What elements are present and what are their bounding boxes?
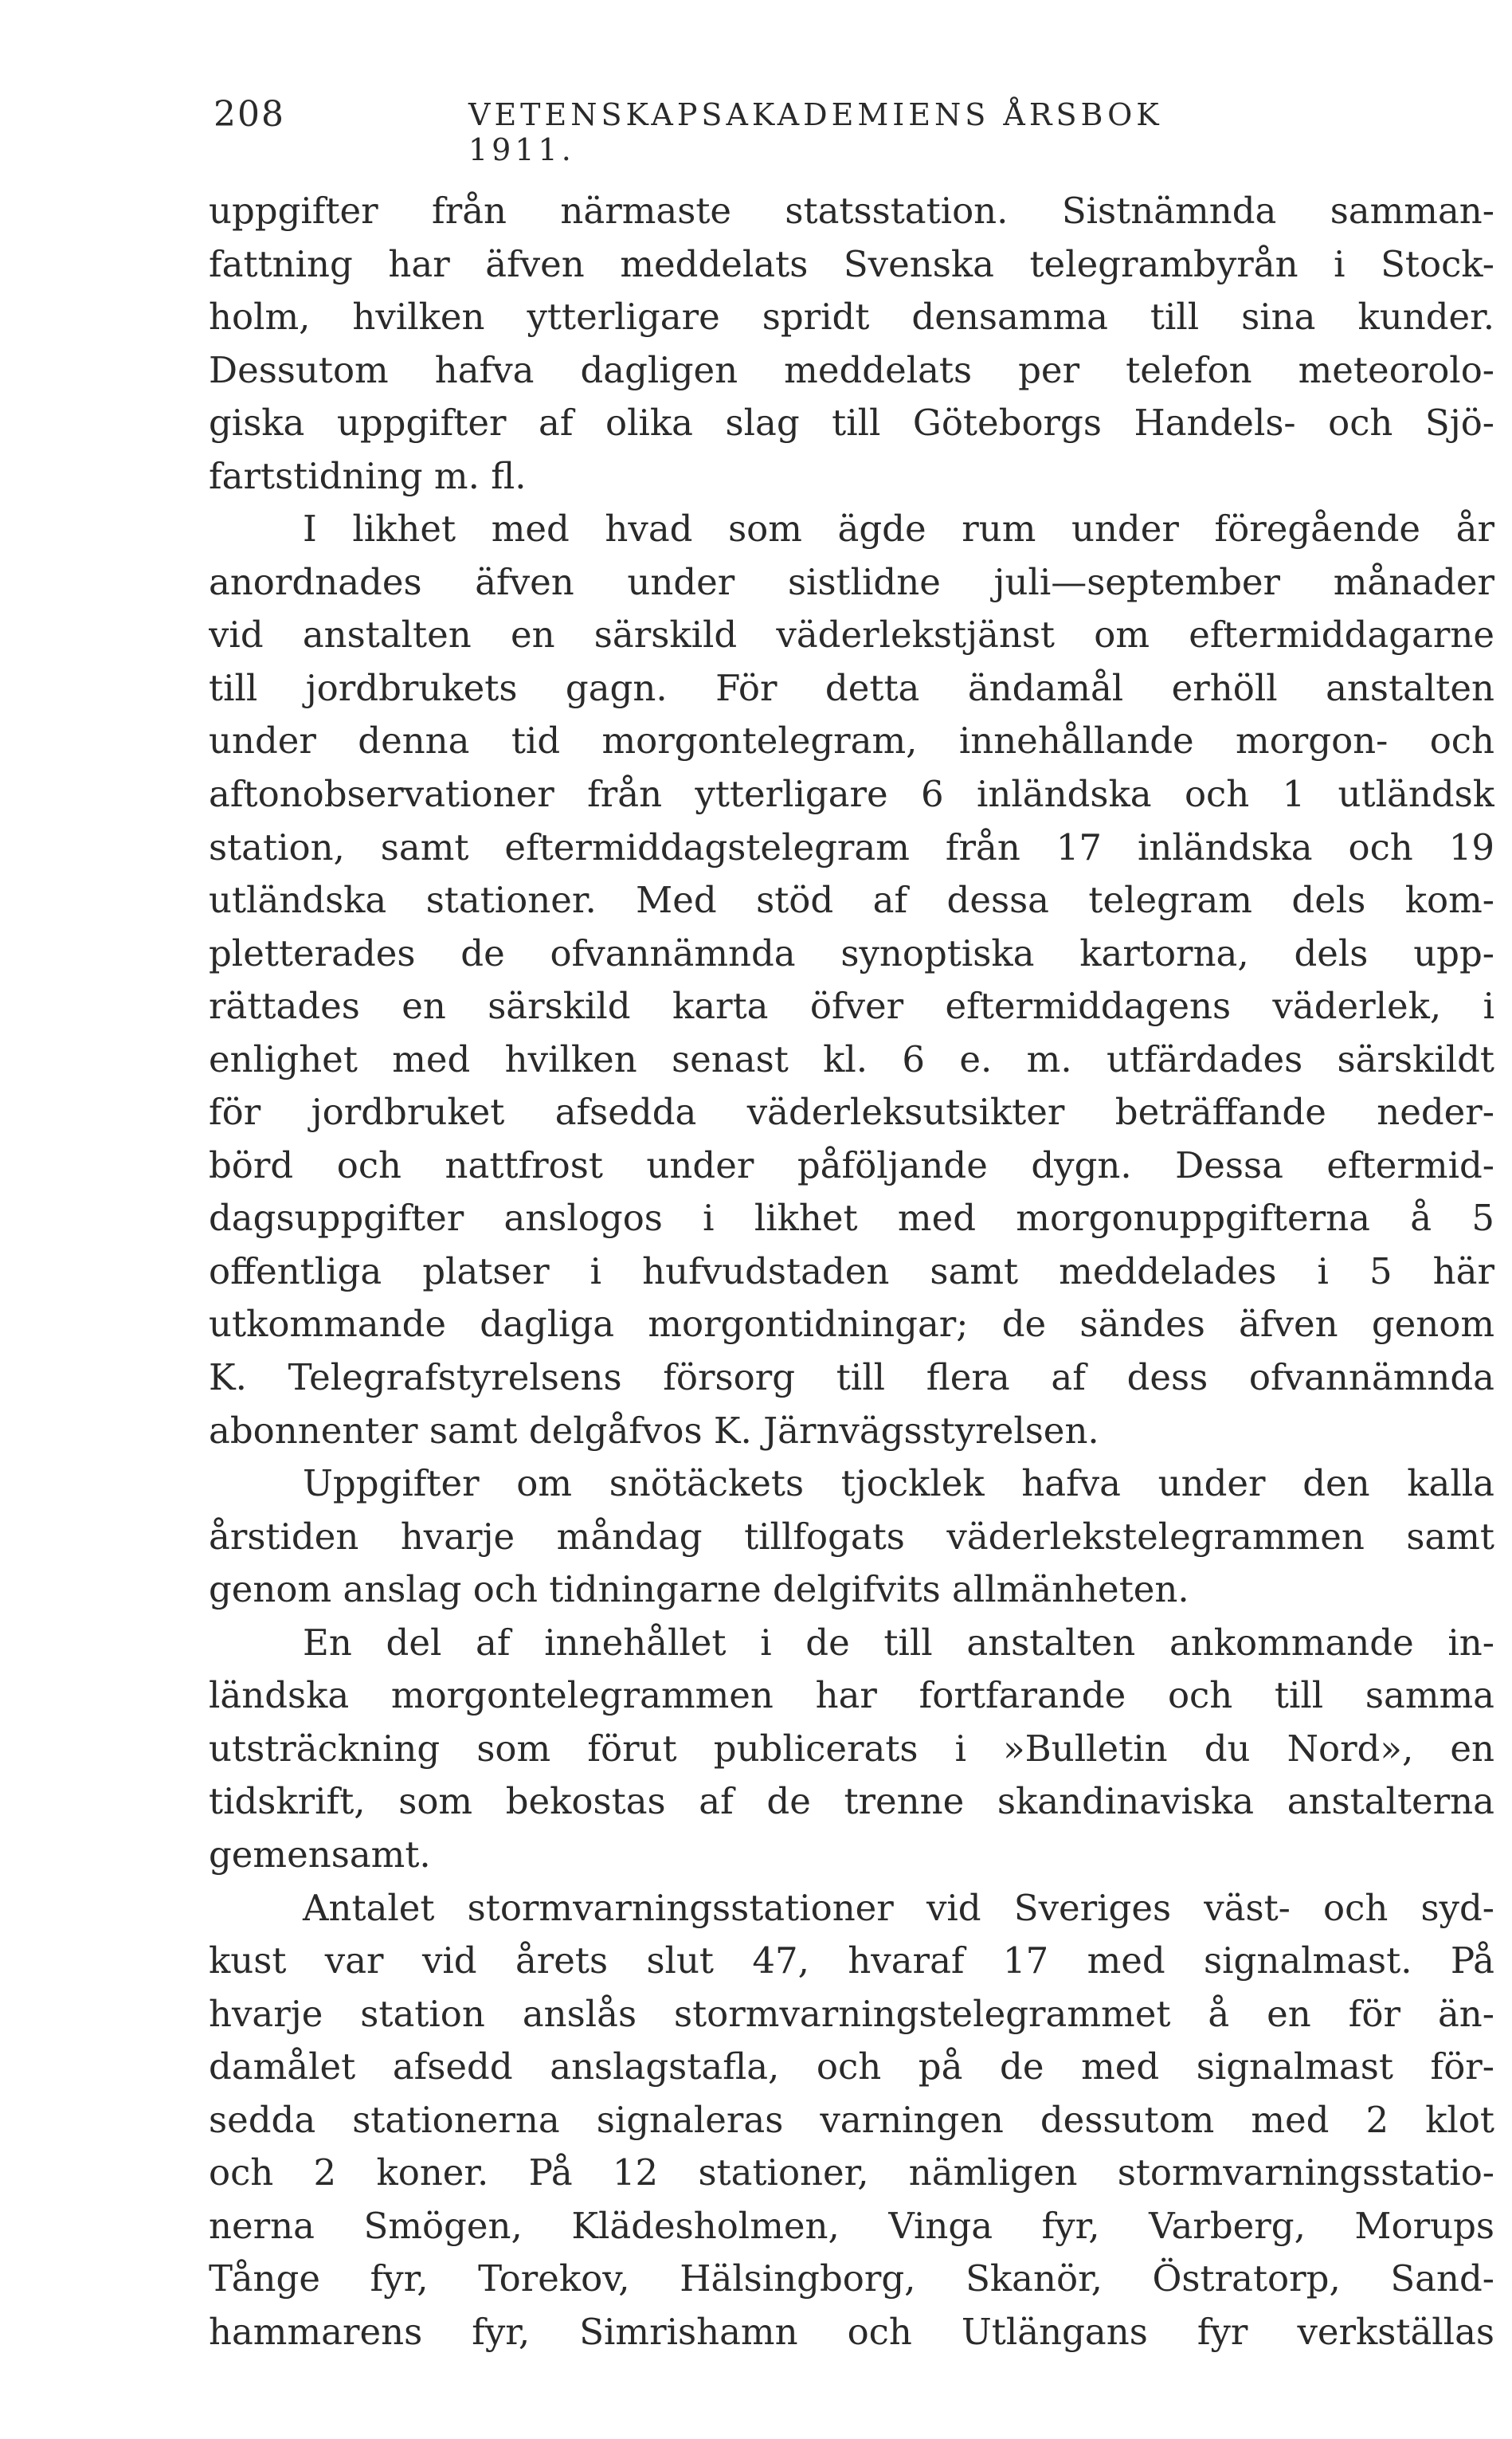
text-line: utländska stationer. Med stöd af dessa telegram dels kom- bbox=[209, 879, 1494, 922]
text-line: Antalet stormvarningsstationer vid Sveriges väst- och syd- bbox=[303, 1886, 1494, 1929]
text-line: till jordbrukets gagn. För detta ändamål erhöll anstalten bbox=[209, 666, 1494, 709]
text-line: årstiden hvarje måndag tillfogats väderlekstelegrammen samt bbox=[209, 1515, 1494, 1558]
text-line: uppgifter från närmaste statsstation. Sistnämnda samman- bbox=[209, 190, 1494, 232]
text-line: pletterades de ofvannämnda synoptiska kartorna, dels upp- bbox=[209, 931, 1494, 974]
text-line: under denna tid morgontelegram, innehållande morgon- och bbox=[209, 720, 1494, 763]
text-line: rättades en särskild karta öfver eftermiddagens väderlek, i bbox=[209, 985, 1494, 1028]
text-line: abonnenter samt delgåfvos K. Järnvägsstyrelsen. bbox=[209, 1409, 1099, 1452]
text-line: ländska morgontelegrammen har fortfarande och till samma bbox=[209, 1674, 1494, 1717]
text-line: damålet afsedd anslagstafla, och på de med signalmast för- bbox=[209, 2045, 1494, 2088]
text-line: Dessutom hafva dagligen meddelats per telefon meteorolo- bbox=[209, 348, 1494, 391]
text-line: offentliga platser i hufvudstaden samt meddelades i 5 här bbox=[209, 1249, 1494, 1292]
running-title: VETENSKAPSAKADEMIENS ÅRSBOK 1911. bbox=[468, 97, 1163, 167]
text-line: I likhet med hvad som ägde rum under föregående år bbox=[303, 508, 1494, 551]
text-line: kust var vid årets slut 47, hvaraf 17 med signalmast. På bbox=[209, 1939, 1494, 1982]
text-line: En del af innehållet i de till anstalten ankommande in- bbox=[303, 1621, 1494, 1664]
page-number: 208 bbox=[213, 94, 285, 135]
page-header bbox=[213, 94, 1257, 167]
text-line: hammarens fyr, Simrishamn och Utlängans fyr verkställas bbox=[209, 2310, 1494, 2353]
text-line: gemensamt. bbox=[209, 1833, 431, 1876]
text-line: utkommande dagliga morgontidningar; de sändes äfven genom bbox=[209, 1303, 1494, 1346]
text-line: fattning har äfven meddelats Svenska telegrambyrån i Stock- bbox=[209, 242, 1494, 285]
text-line: giska uppgifter af olika slag till Göteborgs Handels- och Sjö- bbox=[209, 402, 1494, 445]
text-line: nerna Smögen, Klädesholmen, Vinga fyr, Varberg, Morups bbox=[209, 2204, 1494, 2247]
text-line: för jordbruket afsedda väderleksutsikter beträffande neder- bbox=[209, 1091, 1494, 1134]
text-line: Uppgifter om snötäckets tjocklek hafva under den kalla bbox=[303, 1462, 1494, 1505]
text-line: enlighet med hvilken senast kl. 6 e. m. utfärdades särskildt bbox=[209, 1037, 1494, 1080]
text-line: hvarje station anslås stormvarningstelegrammet å en för än- bbox=[209, 1992, 1494, 2035]
text-line: Tånge fyr, Torekov, Hälsingborg, Skanör, Östratorp, Sand- bbox=[209, 2257, 1494, 2300]
text-line: K. Telegrafstyrelsens försorg till flera af dess ofvannämnda bbox=[209, 1356, 1494, 1399]
text-line: station, samt eftermiddagstelegram från 17 inländska och 19 bbox=[209, 825, 1494, 869]
text-line: dagsuppgifter anslogos i likhet med morgonuppgifterna å 5 bbox=[209, 1197, 1494, 1240]
text-line: tidskrift, som bekostas af de trenne skandinaviska anstalterna bbox=[209, 1780, 1494, 1823]
text-line: aftonobservationer från ytterligare 6 inländska och 1 utländsk bbox=[209, 773, 1494, 816]
text-line: och 2 koner. På 12 stationer, nämligen stormvarningsstatio- bbox=[209, 2151, 1494, 2194]
text-line: anordnades äfven under sistlidne juli—september månader bbox=[209, 560, 1494, 603]
body-text bbox=[209, 185, 1494, 2359]
text-line: holm, hvilken ytterligare spridt densamma till sina kunder. bbox=[209, 296, 1494, 339]
text-line: fartstidning m. fl. bbox=[209, 454, 527, 497]
text-line: sedda stationerna signaleras varningen dessutom med 2 klot bbox=[209, 2098, 1494, 2141]
text-line: börd och nattfrost under påföljande dygn. Dessa eftermid- bbox=[209, 1143, 1494, 1186]
text-line: utsträckning som förut publicerats i »Bulletin du Nord», en bbox=[209, 1727, 1494, 1770]
text-line: genom anslag och tidningarne delgifvits allmänheten. bbox=[209, 1568, 1189, 1611]
text-line: vid anstalten en särskild väderlekstjänst om eftermiddagarne bbox=[209, 614, 1494, 657]
